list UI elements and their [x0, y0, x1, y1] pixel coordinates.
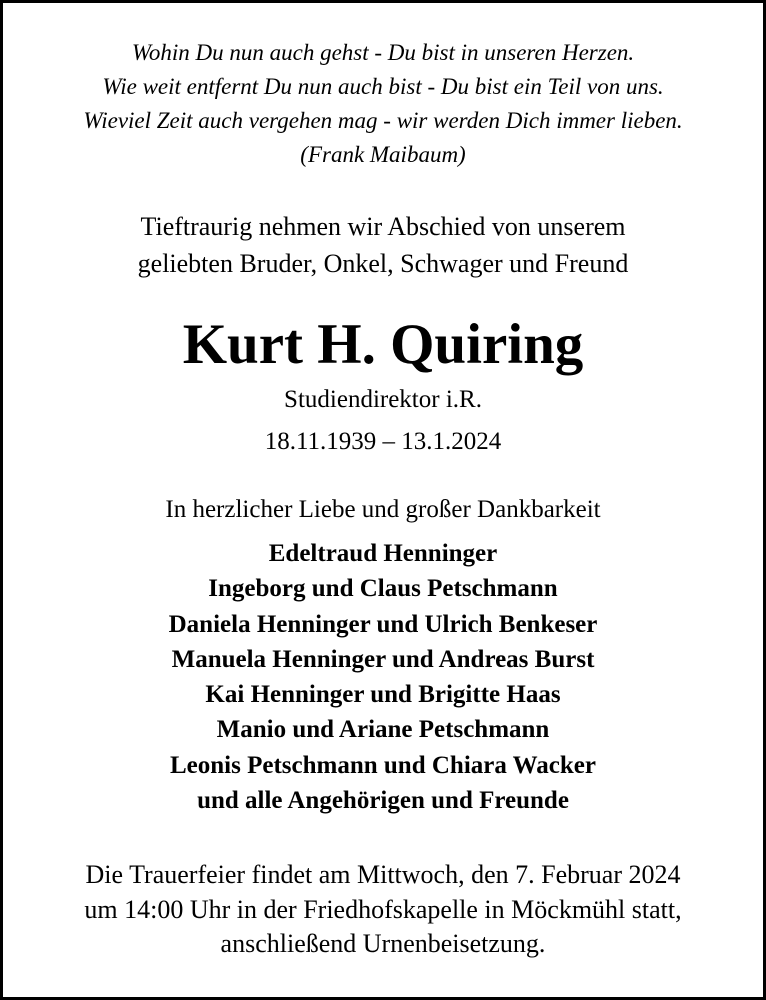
thanks-line: In herzlicher Liebe und großer Dankbarkeit	[165, 496, 601, 523]
service-line: anschließend Urnenbeisetzung.	[220, 929, 546, 958]
mourner: Daniela Henninger und Ulrich Benkeser	[168, 610, 598, 638]
mourner: Leonis Petschmann und Chiara Wacker	[170, 751, 596, 779]
mourner: und alle Angehörigen und Freunde	[197, 787, 569, 815]
mourner: Edeltraud Henninger	[268, 540, 498, 567]
service-line: Die Trauerfeier findet am Mittwoch, den 7. Februar 2024	[85, 860, 681, 889]
quote-line: Wieviel Zeit auch vergehen mag - wir werden Dich immer lieben.	[83, 108, 683, 133]
intro-text	[0, 208, 766, 282]
memorial-quote	[0, 36, 766, 172]
mourner: Manuela Henninger und Andreas Burst	[171, 645, 595, 673]
service-info	[0, 858, 766, 962]
quote-line: Wohin Du nun auch gehst - Du bist in unseren Herzen.	[131, 40, 635, 65]
mourners-list	[0, 536, 766, 818]
quote-line: Wie weit entfernt Du nun auch bist - Du bist ein Teil von uns.	[102, 74, 664, 99]
mourner: Kai Henninger und Brigitte Haas	[205, 681, 561, 709]
mourner: Ingeborg und Claus Petschmann	[208, 575, 558, 603]
intro-line: Tieftraurig nehmen wir Abschied von unserem	[140, 212, 626, 241]
deceased-title: Studiendirektor i.R.	[284, 386, 482, 413]
deceased-name: Kurt H. Quiring	[182, 313, 584, 376]
quote-author: (Frank Maibaum)	[300, 142, 466, 167]
life-dates: 18.11.1939 – 13.1.2024	[264, 428, 502, 455]
service-line: um 14:00 Uhr in der Friedhofskapelle in Möckmühl statt,	[84, 894, 682, 924]
mourner: Manio und Ariane Petschmann	[216, 716, 550, 744]
intro-line: geliebten Bruder, Onkel, Schwager und Freund	[137, 249, 629, 278]
